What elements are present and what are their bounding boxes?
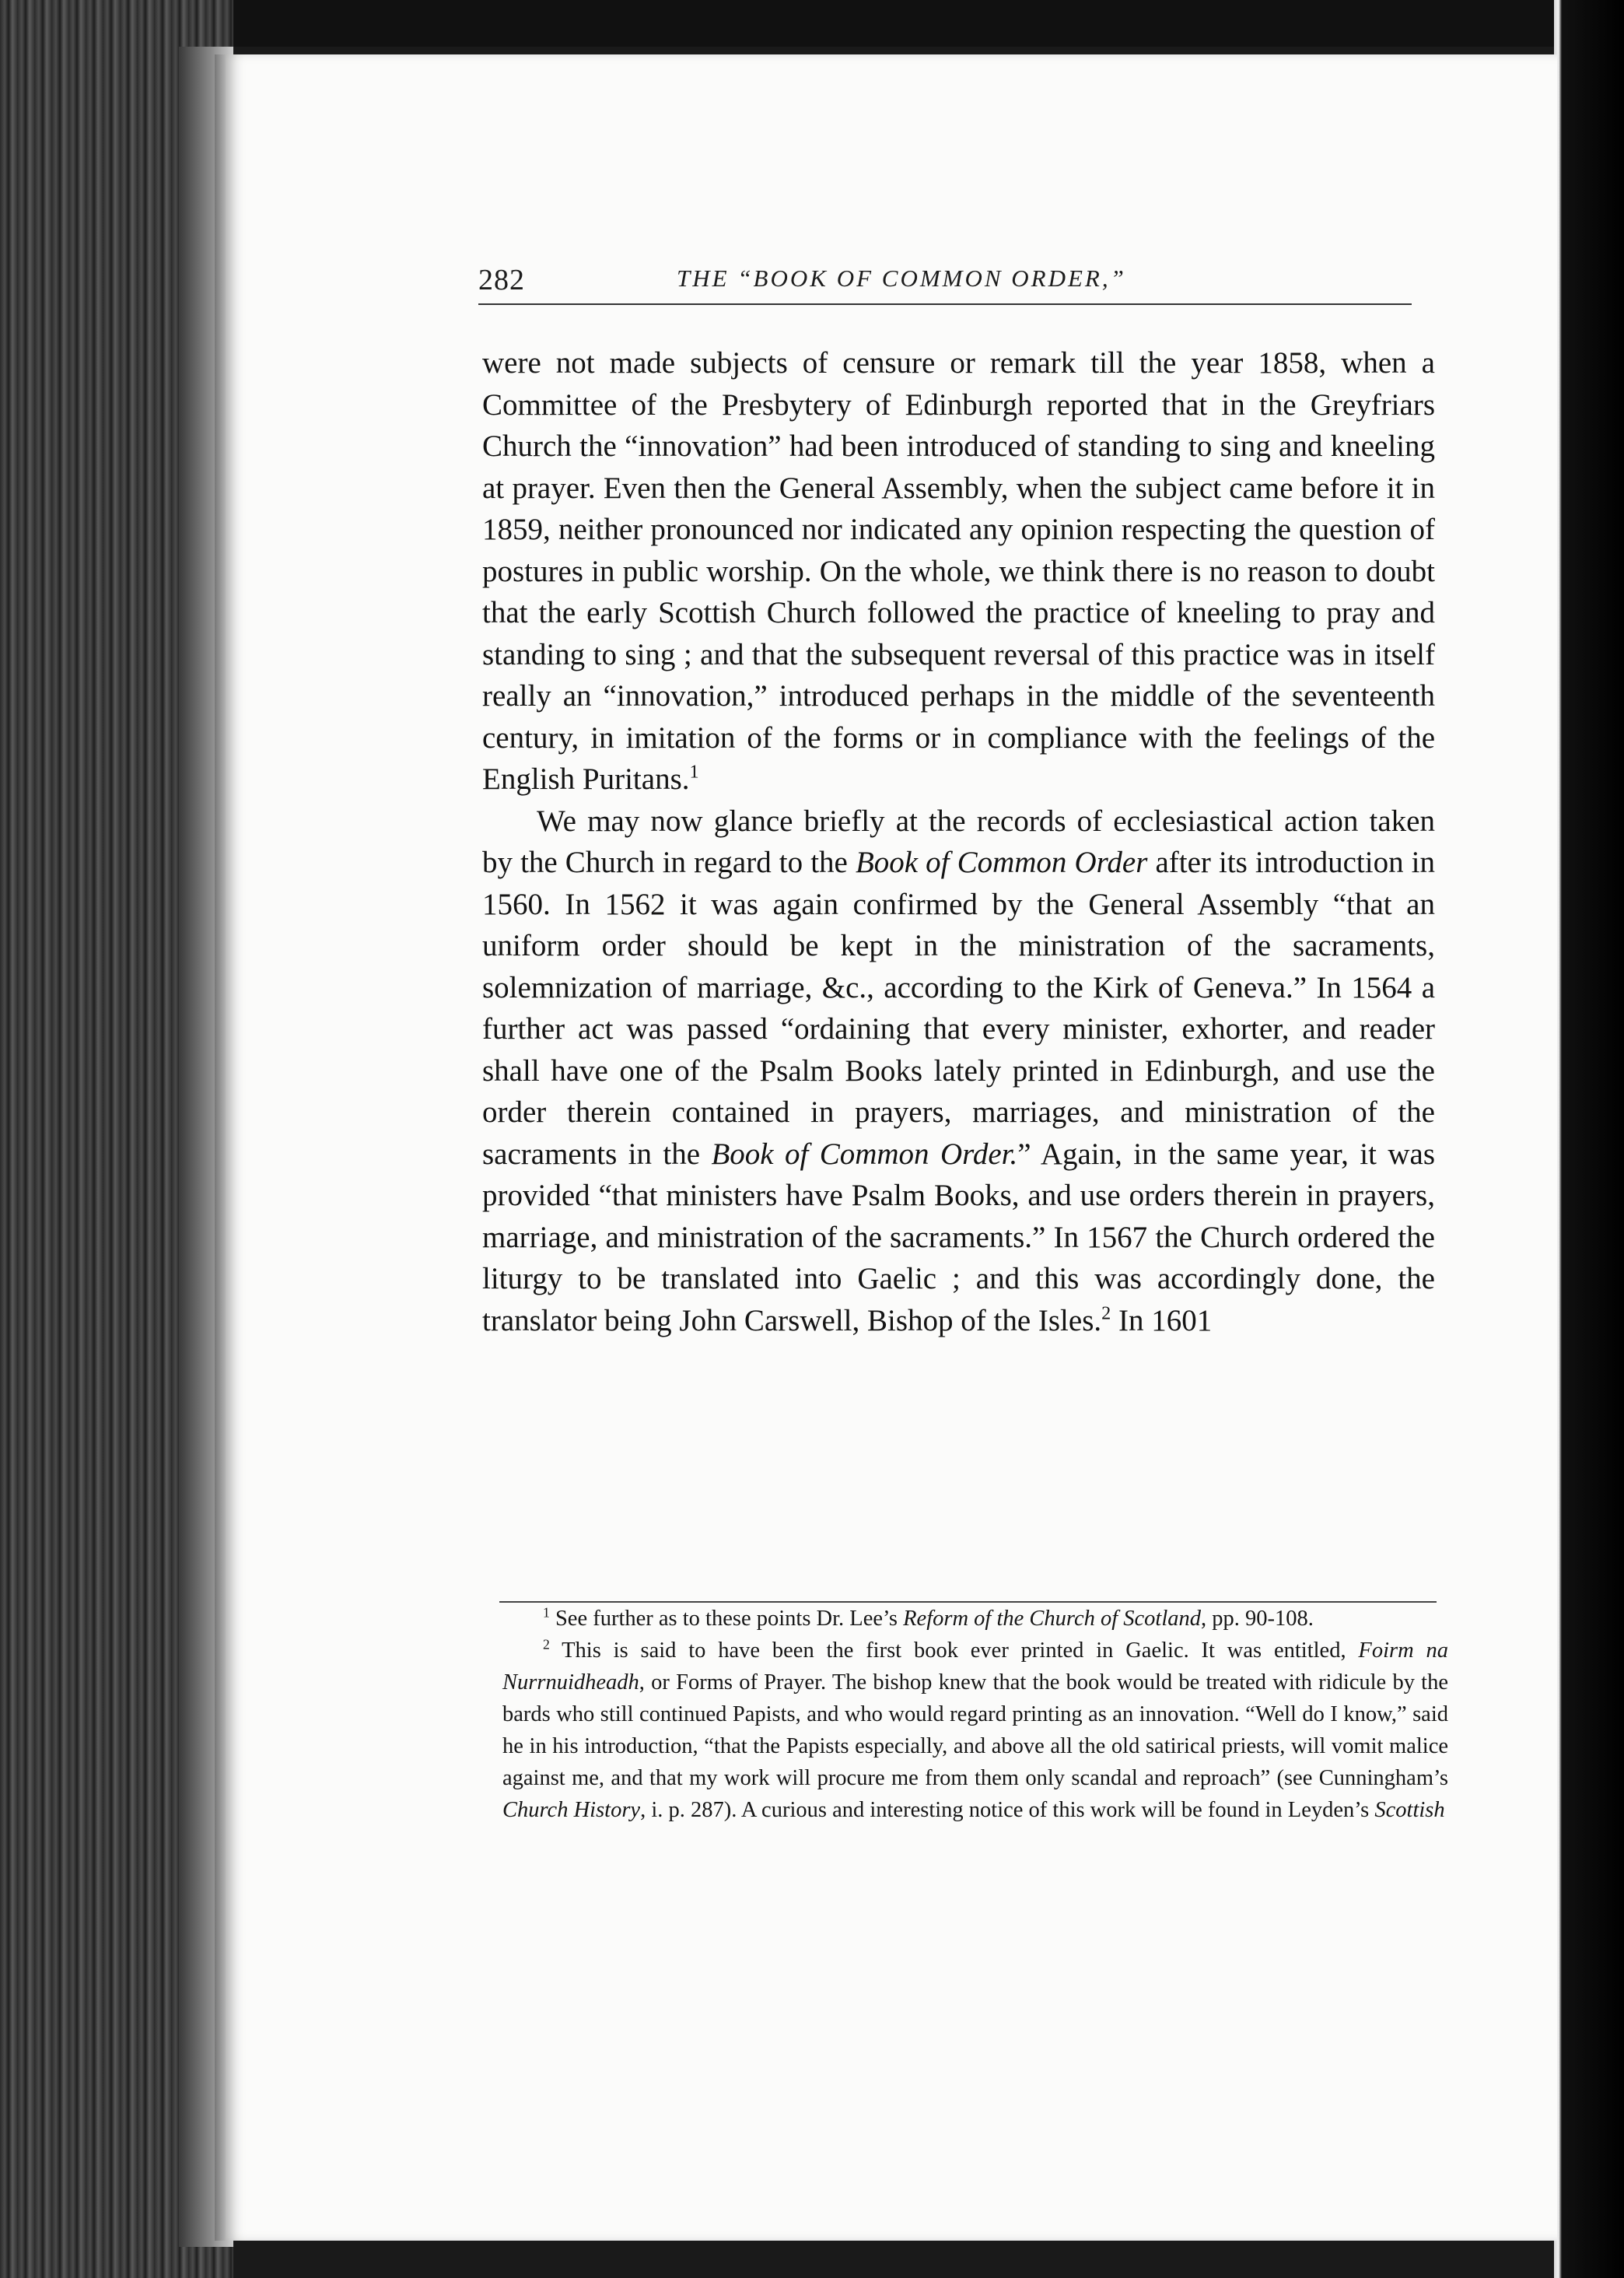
footnote-2: $^2$ This is said to have been the first book ever printed in Gaelic. It was entitled, Foirm na Nurrnuidheadh, or Forms of Prayer. The bishop knew that the book would be treated with ridicule by the bards who still continued Papists, and who would regard printing as an innovation. “Well do I know,” said he in his introduction, “that the Papists especially, and above all the old satirical priests, will vomit malice against me, and that my work will procure me from them only scandal and reproach” (see Cunningham’s Church History, i. p. 287). A curious and interesting notice of this work will be found in Leyden’s Scottish (502, 1636, 1448, 1822)
paragraph-1: were not made subjects of censure or remark till the year 1858, when a Committee of the Presbytery of Edinburgh reported that in the Greyfriars Church the “innovation” had been introduced of standing to sing and kneeling at prayer. Even then the General Assembly, when the subject came before it in 1859, neither pronounced nor indicated any opinion respecting the question of postures in public worship. On the whole, we think there is no reason to doubt that the early Scottish Church followed the practice of kneeling to pray and standing to sing ; and that the subsequent reversal of this practice was in itself really an “innovation,” introduced perhaps in the middle of the seventeenth century, in imitation of the forms or in compliance with the feelings of the English Puritans.$^1$ (482, 346, 1435, 796)
header-rule (478, 303, 1412, 305)
scan-right-margin (1554, 0, 1624, 2278)
footnote-1: $^1$ See further as to these points Dr. Lee’s Reform of the Church of Scotland, pp. 90-108. (543, 1604, 1314, 1631)
running-title: THE “BOOK OF COMMON ORDER,” (677, 265, 1126, 292)
footnote-ref-1: 1 (689, 761, 699, 783)
paragraph-2: We may now glance briefly at the records of ecclesiastical action taken by the Church in regard to the Book of Common Order after its introduction in 1560. In 1562 it was again confirmed by the General Assembly “that an uniform order should be kept in the ministration of the sacraments, solemnization of marriage, &c., according to the Kirk of Geneva.” In 1564 a further act was passed “ordaining that every minister, exhorter, and reader shall have one of the Psalm Books lately printed in Edinburgh, and use the order therein contained in prayers, marriages, and ministration of the sacraments in the Book of Common Order.” Again, in the same year, it was provided “that ministers have Psalm Books, and use orders therein in prayers, marriage, and ministration of the sacraments.” In 1567 the Church ordered the liturgy to be translated into Gaelic ; and this was accordingly done, the translator being John Carswell, Bishop of the Isles.$^2$ In 1601 (482, 804, 1436, 1337)
footnote-ref-2: 2 (1101, 1302, 1111, 1323)
page-number: 282 (478, 264, 525, 296)
scan-top-margin (0, 0, 1624, 47)
page-header (478, 263, 1412, 310)
body-text (482, 342, 1435, 1341)
footnotes (502, 1603, 1448, 1826)
